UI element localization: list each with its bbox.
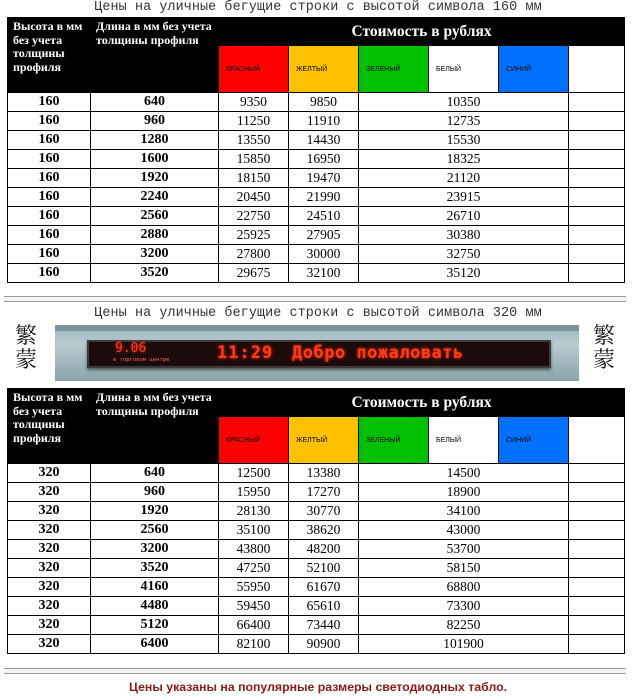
cell-other: 34100 — [359, 502, 569, 521]
cell-height: 320 — [8, 540, 91, 559]
cell-red: 9350 — [219, 93, 289, 112]
cell-length: 4480 — [91, 597, 219, 616]
header-price: Стоимость в рублях — [219, 389, 625, 417]
cell-red: 22750 — [219, 207, 289, 226]
cell-length: 960 — [91, 483, 219, 502]
cell-height: 320 — [8, 635, 91, 654]
section-320-title: Цены на уличные бегущие строки с высотой символа 320 мм — [94, 306, 542, 321]
header-price: Стоимость в рублях — [219, 18, 625, 46]
cell-other: 32750 — [359, 245, 569, 264]
cell-red: 35100 — [219, 521, 289, 540]
color-swatch-2: ЗЕЛЕНЫЙ — [359, 46, 429, 93]
cell-height: 320 — [8, 521, 91, 540]
price-table-160 — [7, 17, 625, 283]
header-height: Высота в мм без учета толщины профиля — [8, 18, 91, 93]
table-row — [8, 635, 625, 654]
cell-length: 5120 — [91, 616, 219, 635]
table-row — [8, 464, 625, 483]
cell-length: 960 — [91, 112, 219, 131]
cell-height: 160 — [8, 207, 91, 226]
cell-other: 82250 — [359, 616, 569, 635]
color-swatch-5 — [569, 46, 625, 93]
cell-blank — [569, 483, 625, 502]
header-length: Длина в мм без учета толщины профиля — [91, 389, 219, 464]
cell-blank — [569, 540, 625, 559]
table-row — [8, 483, 625, 502]
cell-blank — [569, 616, 625, 635]
cell-red: 25925 — [219, 226, 289, 245]
cell-height: 320 — [8, 578, 91, 597]
cell-other: 23915 — [359, 188, 569, 207]
cell-blank — [569, 188, 625, 207]
table-row — [8, 207, 625, 226]
cell-length: 4160 — [91, 578, 219, 597]
table-row — [8, 616, 625, 635]
table-row — [8, 264, 625, 283]
cell-length: 2240 — [91, 188, 219, 207]
cell-yellow: 17270 — [289, 483, 359, 502]
color-swatch-2: ЗЕЛЕНЫЙ — [359, 417, 429, 464]
cell-red: 27800 — [219, 245, 289, 264]
color-swatch-0: КРАСНЫЙ — [219, 46, 289, 93]
cell-yellow: 21990 — [289, 188, 359, 207]
cell-height: 320 — [8, 483, 91, 502]
cell-other: 68800 — [359, 578, 569, 597]
cell-red: 12500 — [219, 464, 289, 483]
cell-length: 3520 — [91, 264, 219, 283]
cell-yellow: 73440 — [289, 616, 359, 635]
cell-length: 3200 — [91, 245, 219, 264]
header-height: Высота в мм без учета толщины профиля — [8, 389, 91, 464]
cell-other: 21120 — [359, 169, 569, 188]
cell-yellow: 14430 — [289, 131, 359, 150]
cell-yellow: 38620 — [289, 521, 359, 540]
header-length: Длина в мм без учета толщины профиля — [91, 18, 219, 93]
cell-other: 15530 — [359, 131, 569, 150]
cell-height: 320 — [8, 559, 91, 578]
cell-yellow: 27905 — [289, 226, 359, 245]
cell-red: 28130 — [219, 502, 289, 521]
cell-other: 18325 — [359, 150, 569, 169]
cell-red: 11250 — [219, 112, 289, 131]
color-swatch-1: ЖЕЛТЫЙ — [289, 417, 359, 464]
table-row — [8, 188, 625, 207]
cell-height: 160 — [8, 112, 91, 131]
cell-length: 1600 — [91, 150, 219, 169]
cell-height: 160 — [8, 245, 91, 264]
cell-yellow: 61670 — [289, 578, 359, 597]
cell-other: 73300 — [359, 597, 569, 616]
cell-blank — [569, 597, 625, 616]
cell-yellow: 90900 — [289, 635, 359, 654]
cell-red: 15950 — [219, 483, 289, 502]
cell-yellow: 19470 — [289, 169, 359, 188]
cell-height: 160 — [8, 169, 91, 188]
color-swatch-4: СИНИЙ — [499, 46, 569, 93]
cell-length: 3520 — [91, 559, 219, 578]
cell-blank — [569, 226, 625, 245]
cell-blank — [569, 464, 625, 483]
cell-red: 13550 — [219, 131, 289, 150]
table-row — [8, 540, 625, 559]
section-160-title: Цены на уличные бегущие строки с высотой символа 160 мм — [94, 0, 542, 15]
table-row — [8, 597, 625, 616]
table-row — [8, 169, 625, 188]
led-time: 11:29 — [217, 343, 274, 363]
banner-roof — [55, 325, 579, 331]
cell-length: 2560 — [91, 521, 219, 540]
cell-other: 26710 — [359, 207, 569, 226]
cell-blank — [569, 112, 625, 131]
cell-yellow: 24510 — [289, 207, 359, 226]
cell-length: 1920 — [91, 502, 219, 521]
cell-length: 640 — [91, 464, 219, 483]
cell-length: 3200 — [91, 540, 219, 559]
cell-blank — [569, 207, 625, 226]
table-row — [8, 112, 625, 131]
cell-red: 43800 — [219, 540, 289, 559]
color-swatch-0: КРАСНЫЙ — [219, 417, 289, 464]
cell-blank — [569, 245, 625, 264]
cell-blank — [569, 578, 625, 597]
cell-blank — [569, 502, 625, 521]
cell-height: 160 — [8, 131, 91, 150]
led-message: Добро пожаловать — [292, 343, 464, 363]
cell-yellow: 48200 — [289, 540, 359, 559]
cell-other: 101900 — [359, 635, 569, 654]
cell-red: 15850 — [219, 150, 289, 169]
cell-yellow: 52100 — [289, 559, 359, 578]
cell-red: 82100 — [219, 635, 289, 654]
price-table-320 — [7, 388, 625, 654]
cell-height: 320 — [8, 502, 91, 521]
cell-yellow: 16950 — [289, 150, 359, 169]
cell-red: 20450 — [219, 188, 289, 207]
cell-other: 43000 — [359, 521, 569, 540]
led-banner-photo — [55, 325, 579, 381]
cell-other: 53700 — [359, 540, 569, 559]
cell-red: 29675 — [219, 264, 289, 283]
section-divider-bottom — [4, 668, 626, 674]
led-board — [87, 340, 551, 368]
decor-glyph-left: 繁 蒙 — [14, 324, 37, 373]
table-row — [8, 131, 625, 150]
cell-height: 320 — [8, 616, 91, 635]
cell-length: 2560 — [91, 207, 219, 226]
cell-other: 30380 — [359, 226, 569, 245]
decor-glyph-right: 繁 蒙 — [592, 324, 615, 373]
cell-red: 66400 — [219, 616, 289, 635]
table-row — [8, 559, 625, 578]
color-swatch-blank — [569, 417, 625, 464]
section-divider-top — [4, 296, 626, 302]
cell-yellow: 13380 — [289, 464, 359, 483]
cell-other: 14500 — [359, 464, 569, 483]
cell-yellow: 65610 — [289, 597, 359, 616]
cell-blank — [569, 635, 625, 654]
cell-length: 1920 — [91, 169, 219, 188]
cell-red: 55950 — [219, 578, 289, 597]
cell-yellow: 11910 — [289, 112, 359, 131]
cell-height: 320 — [8, 597, 91, 616]
cell-blank — [569, 169, 625, 188]
table-row — [8, 502, 625, 521]
table-row — [8, 226, 625, 245]
cell-blank — [569, 264, 625, 283]
color-swatch-1: ЖЕЛТЫЙ — [289, 46, 359, 93]
cell-blank — [569, 93, 625, 112]
cell-blank — [569, 131, 625, 150]
cell-other: 35120 — [359, 264, 569, 283]
table-row — [8, 93, 625, 112]
footer-note: Цены указаны на популярные размеры светодиодных табло. — [128, 680, 508, 694]
cell-other: 10350 — [359, 93, 569, 112]
cell-yellow: 30770 — [289, 502, 359, 521]
cell-yellow: 32100 — [289, 264, 359, 283]
cell-height: 160 — [8, 226, 91, 245]
cell-blank — [569, 559, 625, 578]
cell-red: 59450 — [219, 597, 289, 616]
cell-red: 18150 — [219, 169, 289, 188]
cell-other: 18900 — [359, 483, 569, 502]
cell-other: 58150 — [359, 559, 569, 578]
cell-height: 320 — [8, 464, 91, 483]
cell-length: 1280 — [91, 131, 219, 150]
led-small-text: в торговом центре — [113, 357, 170, 363]
cell-height: 160 — [8, 93, 91, 112]
cell-height: 160 — [8, 188, 91, 207]
cell-yellow: 9850 — [289, 93, 359, 112]
color-swatch-4: СИНИЙ — [499, 417, 569, 464]
color-swatch-3: БЕЛЫЙ — [429, 417, 499, 464]
cell-red: 47250 — [219, 559, 289, 578]
table-row — [8, 245, 625, 264]
cell-length: 640 — [91, 93, 219, 112]
table-row — [8, 578, 625, 597]
table-row — [8, 521, 625, 540]
cell-length: 2880 — [91, 226, 219, 245]
cell-length: 6400 — [91, 635, 219, 654]
cell-yellow: 30000 — [289, 245, 359, 264]
led-date: 9.06 — [115, 341, 147, 356]
cell-height: 160 — [8, 264, 91, 283]
cell-blank — [569, 521, 625, 540]
cell-blank — [569, 150, 625, 169]
table-row — [8, 150, 625, 169]
cell-height: 160 — [8, 150, 91, 169]
color-swatch-3: БЕЛЫЙ — [429, 46, 499, 93]
cell-other: 12735 — [359, 112, 569, 131]
